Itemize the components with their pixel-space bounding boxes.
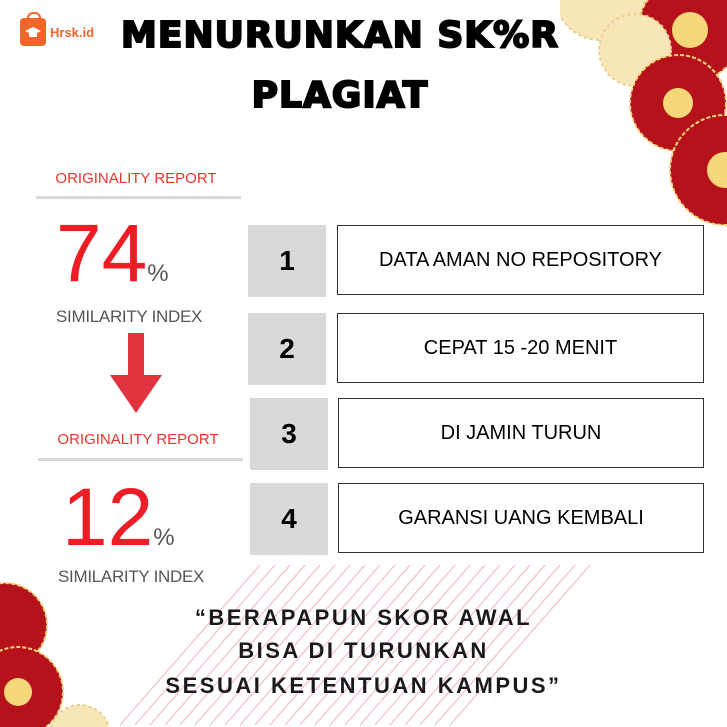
item-number-1: 1 [248, 225, 326, 297]
page-title-line-2: PLAGIAT [251, 75, 429, 116]
quote-line-1: “BERAPAPUN SKOR AWAL [194, 605, 533, 630]
divider-line [36, 196, 241, 199]
item-label-3: DI JAMIN TURUN [338, 398, 704, 468]
originality-report-heading-before: ORIGINALITY REPORT [55, 170, 217, 187]
quote-line-3: SESUAI KETENTUAN KAMPUS” [165, 673, 562, 698]
quote-line-2: BISA DI TURUNKAN [238, 638, 489, 663]
item-label-1: DATA AMAN NO REPOSITORY [337, 225, 704, 295]
originality-report-heading-after: ORIGINALITY REPORT [57, 431, 219, 448]
similarity-value-before [56, 208, 169, 299]
similarity-index-label-before: SIMILARITY INDEX [56, 307, 203, 326]
brand-name: Hrsk.id [50, 24, 95, 40]
item-number-4: 4 [250, 483, 328, 555]
divider-line [38, 458, 243, 461]
similarity-index-label-after: SIMILARITY INDEX [58, 567, 205, 586]
similarity-value-after [62, 472, 175, 563]
percent-sign: % [147, 260, 169, 287]
percent-sign: % [153, 524, 175, 551]
item-label-2: CEPAT 15 -20 MENIT [337, 313, 704, 383]
arrow-down-icon [108, 333, 164, 415]
item-label-4: GARANSI UANG KEMBALI [338, 483, 704, 553]
similarity-number: 12 [62, 472, 154, 563]
item-number-3: 3 [250, 398, 328, 470]
item-number-2: 2 [248, 313, 326, 385]
page-title-line-1: MENURUNKAN SK%R [121, 15, 559, 56]
shopping-bag-graduation-icon [20, 18, 46, 46]
similarity-number: 74 [56, 208, 148, 299]
